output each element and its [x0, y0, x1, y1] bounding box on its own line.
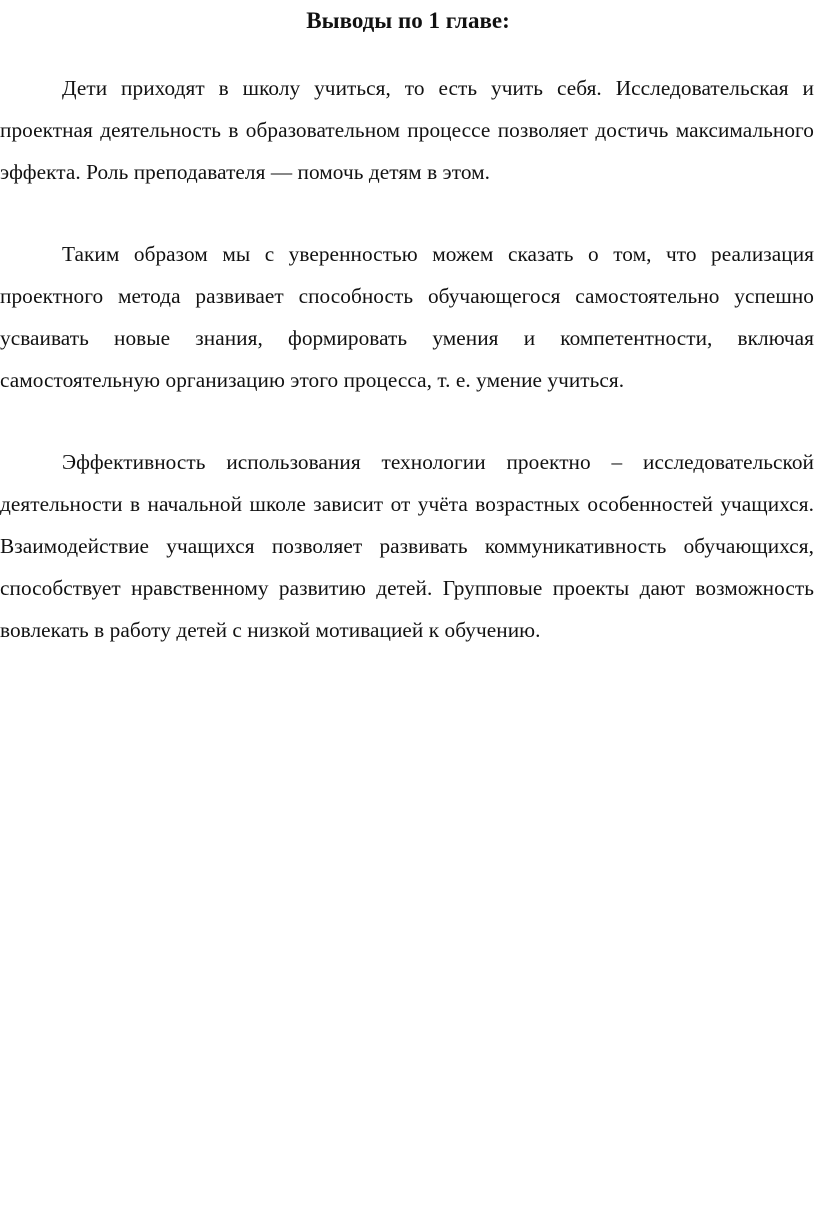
- chapter-conclusions-title: Выводы по 1 главе:: [306, 8, 510, 33]
- paragraph-3: Эффективность использования технологии проектно – исследовательской деятельности в начальной школе зависит от учёта возрастных особенностей учащихся. Взаимодействие учащихся позволяет развивать коммуникативность обучающихся, способствует нравственному развитию детей. Групповые проекты дают возможность вовлекать в работу детей с низкой мотивацией к обучению.: [0, 450, 814, 642]
- paragraph-1: Дети приходят в школу учиться, то есть учить себя. Исследовательская и проектная деятельность в образовательном процессе позволяет достичь максимального эффекта. Роль преподавателя — помочь детям в этом.: [0, 76, 814, 184]
- paragraph-2: Таким образом мы с уверенностью можем сказать о том, что реализация проектного метода развивает способность обучающегося самостоятельно успешно усваивать новые знания, формировать умения и компетентности, включая самостоятельную организацию этого процесса, т. е. умение учиться.: [0, 242, 814, 392]
- document-body: [0, 67, 814, 651]
